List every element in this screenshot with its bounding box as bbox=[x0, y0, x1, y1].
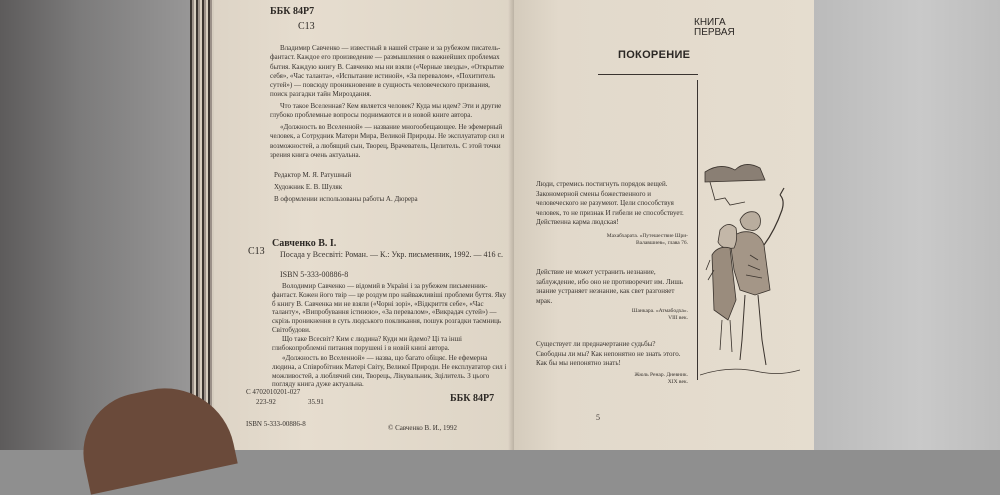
editor-credit: Редактор М. Я. Ратушный bbox=[274, 171, 352, 179]
bbk-code-top: ББК 84Р7 bbox=[270, 6, 315, 17]
engraving-illustration bbox=[700, 160, 800, 390]
index-code-top: С13 bbox=[298, 21, 315, 32]
background-left bbox=[0, 0, 200, 450]
artist-credit: Художник Е. В. Шуляк bbox=[274, 183, 343, 191]
annotation-russian-2: Что такое Вселенная? Кем является человек? Куда мы идем? Эти и другие глубоко проблемные вопросы поднимаются и в новой книге автора. bbox=[270, 102, 502, 120]
isbn-bottom: ISBN 5-333-00886-8 bbox=[246, 420, 306, 428]
epigraph-1: Люди, стремись постигнуть порядок вещей. Закономерной смены божественного и человеческого не разумеют. Цели способствуя человек, то не признак И гибели не способствует. Действенна карма людская! bbox=[536, 180, 684, 226]
background-right bbox=[800, 0, 1000, 450]
barcode-code-2: 223-92 bbox=[256, 398, 276, 406]
decorative-horizontal-rule bbox=[598, 74, 698, 75]
author-line: Савченко В. І. bbox=[272, 238, 337, 249]
annotation-russian-3: «Должность во Вселенной» — название многообещающее. Не эфемерный человек, а Сотрудник Матери Мира, Великой Природы. Не эксплуататор сил и возможностей, а любящий сын, Творец, Врачеватель, Целитель. С этой точки зрения книга очень актуальна. bbox=[270, 123, 505, 159]
annotation-ukrainian-2: Що таке Всесвіт? Ким є людина? Куди ми йдемо? Ці та інші глибокопроблемні питання порушені і в новій книзі автора. bbox=[272, 335, 462, 352]
epigraph-1-source: Махабхарата. «Путешествие Шри-Валавшиев», глава 76. bbox=[606, 233, 688, 246]
bbk-code-bottom: ББК 84Р7 bbox=[450, 393, 495, 404]
book-label: КНИГА ПЕРВАЯ bbox=[694, 17, 735, 38]
copyright-line: © Савченко В. И., 1992 bbox=[388, 424, 458, 432]
epigraph-2: Действие не может устранить незнание, заблуждение, ибо оно не противоречит им. Лишь знание устраняет незнание, как свет разгоняет мрак. bbox=[536, 268, 683, 305]
barcode-code-1: С 4702010201-027 bbox=[246, 388, 301, 396]
epigraph-2-source: Шанкара. «Атмабодха». VIII век. bbox=[631, 308, 688, 321]
isbn-line: ISBN 5-333-00886-8 bbox=[280, 270, 349, 279]
part-title: ПОКОРЕНИЕ bbox=[618, 49, 691, 61]
title-line: Посада у Всесвіті: Роман. — К.: Укр. письменник, 1992. — 416 с. bbox=[280, 250, 504, 259]
page-number: 5 bbox=[596, 413, 600, 422]
annotation-ukrainian-3: «Должность во Вселенной» — назва, що багато обіцяє. Не ефемерна людина, а Співробітник Матері Світу, Великої Природи. Не експлуататор сил і можливостей, а люблячий син, Творець, Лікувальник, Зцілитель. З цього погляду книга дуже актуальна. bbox=[272, 354, 507, 389]
annotation-russian: Владимир Савченко — известный в нашей стране и за рубежом писатель-фантаст. Каждое его произведение — размышления о важнейших проблемах бытия. Каждую книгу В. Савченко мы ни взяли («Черные звезды», «Открытие себя», «Час таланта», «Испытание истиной», «За перевалом», «Похититель сутей») — повсюду проникновение в сущность человеческого призвания, поиск разгадки тайн Мироздания. bbox=[270, 44, 504, 99]
left-page bbox=[214, 0, 514, 450]
epigraph-3: Существует ли предначертание судьбы? Свободны ли мы? Как непонятно не знать этого. Как бы мы непонятно знать! bbox=[536, 340, 681, 367]
price-line: 35.91 bbox=[308, 398, 324, 406]
annotation-ukrainian: Володимир Савченко — відомий в Україні і за рубежем письменник-фантаст. Кожен його твір — це роздум про найважливіші проблеми буття. Яку б книгу В. Савченка ми не взяли («Чорні зорі», «Відкриття себе», «Час таланту», «Випробування істиною», «За перевалом», «Викрадач сутей») — скрізь проникнення в суть людського покликання, пошук розгадки таємниць Світобудови. bbox=[272, 282, 507, 334]
decorative-vertical-rule bbox=[697, 80, 698, 380]
catalog-index: С13 bbox=[248, 246, 265, 257]
epigraph-3-source: Жюль Ренар. Дневник. XIX век. bbox=[634, 372, 688, 385]
design-credit: В оформлении использованы работы А. Дюрера bbox=[274, 195, 418, 203]
